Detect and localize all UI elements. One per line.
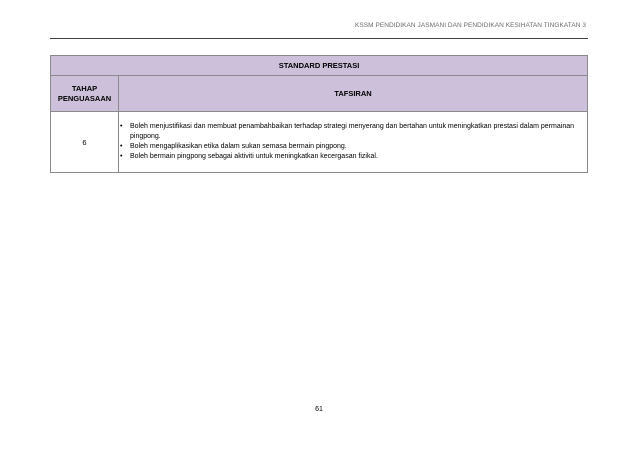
description-cell — [119, 112, 588, 173]
list-item — [119, 152, 587, 162]
table-title-row — [51, 56, 588, 76]
standard-prestasi-table — [50, 55, 588, 173]
header-rule — [50, 38, 588, 39]
level-cell: 6 — [51, 112, 119, 173]
table-title: STANDARD PRESTASI — [51, 56, 588, 76]
list-item — [119, 142, 587, 152]
column-header-tahap-penguasaan: TAHAP PENGUASAAN — [51, 76, 119, 112]
list-item — [119, 122, 587, 142]
bullet-icon: • — [120, 143, 123, 150]
list-item-text: Boleh menjustifikasi dan membuat penambahbaikan terhadap strategi menyerang dan bertahan untuk meningkatkan prestasi dalam permainan pingpong. — [130, 123, 574, 140]
column-header-tafsiran: TAFSIRAN — [119, 76, 588, 112]
bullet-icon: • — [120, 153, 123, 160]
list-item-text: Boleh mengaplikasikan etika dalam sukan semasa bermain pingpong. — [130, 143, 347, 150]
bullet-list — [119, 122, 587, 162]
bullet-icon: • — [120, 123, 123, 130]
running-header: KSSM PENDIDIKAN JASMANI DAN PENDIDIKAN KESIHATAN TINGKATAN 3 — [354, 22, 586, 29]
table-row — [51, 112, 588, 173]
list-item-text: Boleh bermain pingpong sebagai aktiviti untuk meningkatkan kecergasan fizikal. — [130, 153, 378, 160]
page-number: 61 — [315, 406, 323, 413]
table-header-row — [51, 76, 588, 112]
